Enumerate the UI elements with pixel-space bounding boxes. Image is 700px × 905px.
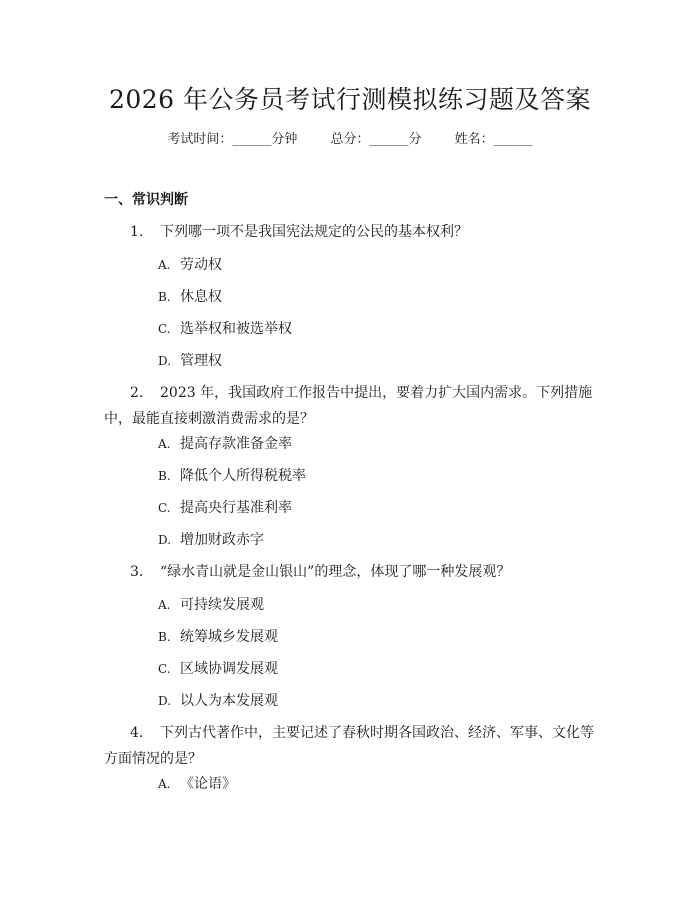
q2-option-d [158,530,264,550]
option-letter: D. [158,354,172,368]
q1-option-b [158,287,222,307]
option-text: 提高央行基准利率 [180,500,292,516]
q4-option-a [158,774,236,794]
q3-option-d [158,691,278,711]
question-number: 4. [130,725,144,741]
option-text: 提高存款准备金率 [180,436,292,452]
q2-option-c [158,498,292,518]
q3-option-c [158,659,278,679]
option-text: 降低个人所得税税率 [180,468,306,484]
option-letter: D. [158,533,172,547]
option-text: 以人为本发展观 [180,693,278,709]
question-4 [104,720,604,772]
option-text: 增加财政赤字 [180,532,264,548]
q1-option-d [158,351,222,371]
question-text: 2023 年，我国政府工作报告中提出，要着力扩大国内需求。下列措施中，最能直接刺激消费需求的是？ [104,385,593,427]
question-number: 2. [130,385,144,401]
exam-time-field: 考试时间：______分钟 [167,132,298,147]
question-3 [104,559,604,585]
q2-option-a [158,434,292,454]
q1-option-c [158,319,292,339]
option-letter: A. [158,598,171,612]
option-letter: A. [158,258,171,272]
option-letter: D. [158,694,172,708]
option-text: 统筹城乡发展观 [180,629,278,645]
question-2 [104,380,604,432]
question-1 [104,219,604,245]
question-text: “绿水青山就是金山银山”的理念，体现了哪一种发展观？ [160,564,511,580]
question-number: 3. [130,564,144,580]
option-letter: A. [158,777,171,791]
exam-meta-line [0,130,700,150]
option-text: 选举权和被选举权 [180,321,292,337]
q1-option-a [158,255,222,275]
option-text: 区域协调发展观 [180,661,278,677]
option-letter: C. [158,662,171,676]
option-text: 休息权 [180,289,222,305]
question-number: 1. [130,224,144,240]
option-letter: B. [158,630,171,644]
page-title: 2026 年公务员考试行测模拟练习题及答案 [108,85,592,114]
option-text: 劳动权 [180,257,222,273]
name-field: 姓名：______ [454,132,533,147]
option-letter: C. [158,322,171,336]
question-text: 下列哪一项不是我国宪法规定的公民的基本权利？ [160,224,468,240]
q3-option-a [158,595,264,615]
option-text: 可持续发展观 [180,597,264,613]
q3-option-b [158,627,278,647]
total-score-field: 总分：______分 [330,132,422,147]
question-text: 下列古代著作中，主要记述了春秋时期各国政治、经济、军事、文化等方面情况的是？ [104,725,594,767]
section-heading: 一、常识判断 [104,192,188,208]
option-letter: B. [158,469,171,483]
option-text: 《论语》 [180,776,236,792]
option-text: 管理权 [180,353,222,369]
option-letter: B. [158,290,171,304]
q2-option-b [158,466,306,486]
option-letter: A. [158,437,171,451]
option-letter: C. [158,501,171,515]
